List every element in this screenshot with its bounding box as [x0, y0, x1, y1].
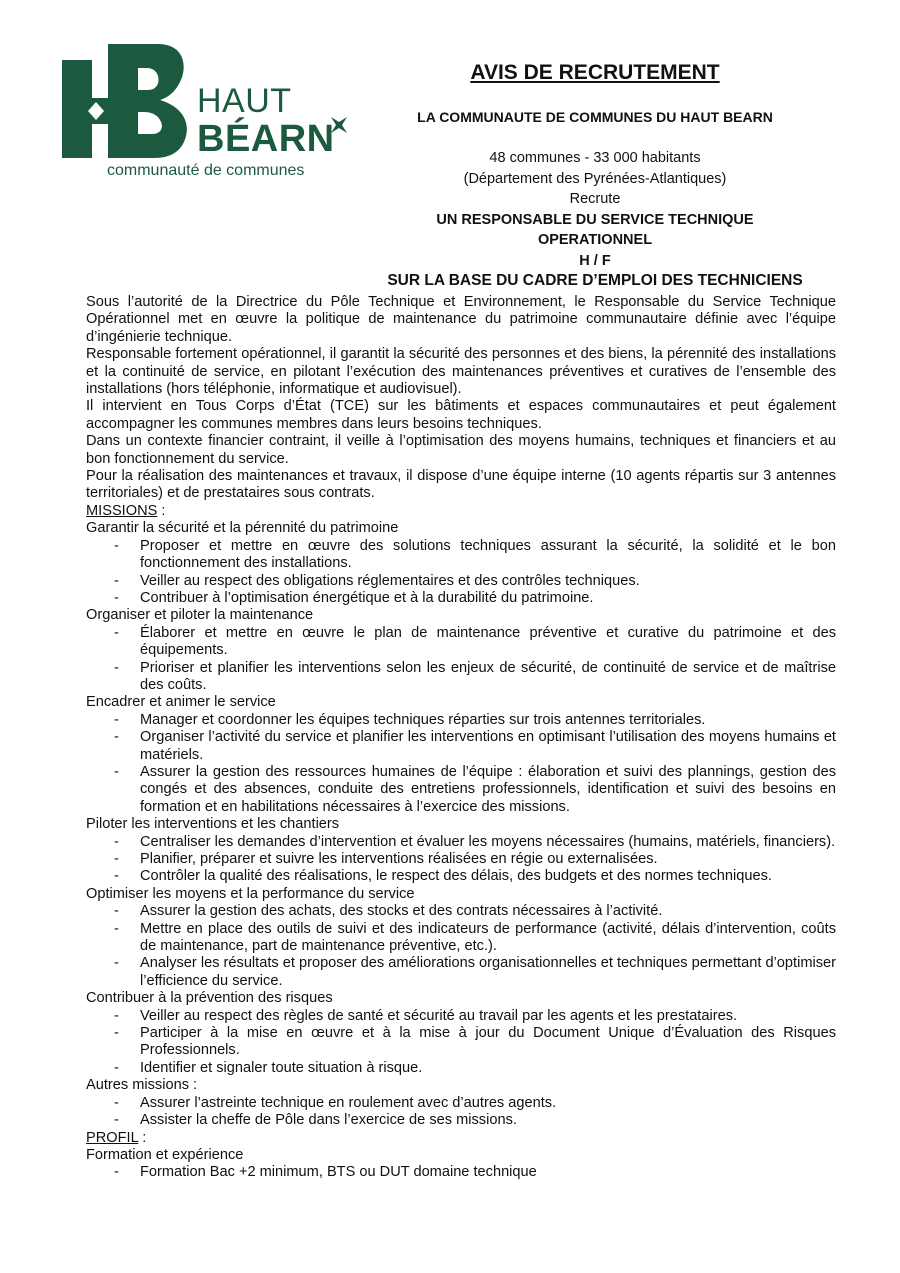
- list-item: - Mettre en place des outils de suivi et des indicateurs de performance (activité, délais d’intervention, coûts de maintenance, part de maintenance préventive, etc.).: [86, 921, 836, 956]
- intro-paragraph: Il intervient en Tous Corps d’État (TCE) sur les bâtiments et espaces communautaires et peut également accompagner les communes membres dans leurs besoins techniques.: [86, 398, 836, 432]
- profil-group-title: Formation et expérience: [86, 1146, 244, 1163]
- organization-logo: [62, 44, 362, 184]
- employment-basis: SUR LA BASE DU CADRE D’EMPLOI DES TECHNICIENS: [387, 272, 803, 289]
- list-item: - Assurer l’astreinte technique en roulement avec d’autres agents.: [86, 1095, 836, 1112]
- mission-list: [86, 834, 836, 886]
- list-item: - Contrôler la qualité des réalisations, le respect des délais, des budgets et des normes techniques.: [86, 868, 836, 885]
- mission-list: [86, 625, 836, 695]
- position-title: UN RESPONSABLE DU SERVICE TECHNIQUE OPERATIONNEL: [436, 211, 754, 248]
- profil-label: PROFIL: [86, 1129, 139, 1146]
- list-item: - Assurer la gestion des achats, des stocks et des contrats nécessaires à l’activité.: [86, 903, 836, 920]
- document-header: [380, 58, 810, 292]
- missions-label: MISSIONS: [86, 502, 158, 519]
- list-item: - Organiser l’activité du service et planifier les interventions en optimisant l’utilisation des moyens humains et matériels.: [86, 729, 836, 764]
- list-item: - Formation Bac +2 minimum, BTS ou DUT domaine technique: [86, 1164, 836, 1181]
- logo-subtitle: communauté de communes: [107, 162, 305, 179]
- profil-list: [86, 1164, 836, 1181]
- mission-list: [86, 903, 836, 990]
- list-item: - Identifier et signaler toute situation à risque.: [86, 1060, 836, 1077]
- mission-group-title: Garantir la sécurité et la pérennité du patrimoine: [86, 520, 399, 537]
- page-title: AVIS DE RECRUTEMENT: [470, 61, 720, 84]
- haut-bearn-logo-mark: [62, 44, 192, 162]
- mission-group-title: Encadrer et animer le service: [86, 694, 276, 711]
- document-body: [86, 294, 836, 1182]
- list-item: - Veiller au respect des obligations réglementaires et des contrôles techniques.: [86, 573, 836, 590]
- list-item: - Participer à la mise en œuvre et à la mise à jour du Document Unique d’Évaluation des Risques Professionnels.: [86, 1025, 836, 1060]
- organization-name: LA COMMUNAUTE DE COMMUNES DU HAUT BEARN: [417, 109, 773, 125]
- mission-list: [86, 538, 836, 608]
- intro-paragraph: Dans un contexte financier contraint, il veille à l’optimisation des moyens humains, techniques et financiers et au bon fonctionnement du service.: [86, 433, 836, 467]
- list-item: - Veiller au respect des règles de santé et sécurité au travail par les agents et les prestataires.: [86, 1008, 836, 1025]
- list-item: - Proposer et mettre en œuvre des solutions techniques assurant la sécurité, la solidité et le bon fonctionnement des installations.: [86, 538, 836, 573]
- list-item: - Manager et coordonner les équipes techniques réparties sur trois antennes territoriales.: [86, 712, 836, 729]
- mission-group-title: Organiser et piloter la maintenance: [86, 607, 314, 624]
- list-item: - Assurer la gestion des ressources humaines de l’équipe : élaboration et suivi des plannings, gestion des congés et des absences, conduite des entretiens professionnels, identification et suivi des besoins en formation et en habilitations nécessaires à l’exercice des missions.: [86, 764, 836, 816]
- recruits-line: Recrute: [569, 191, 621, 207]
- header-details: [380, 148, 810, 292]
- department-line: (Département des Pyrénées-Atlantiques): [463, 170, 727, 187]
- list-item: - Prioriser et planifier les interventions selon les enjeux de sécurité, de continuité de service et de maîtrise des coûts.: [86, 660, 836, 695]
- list-item: - Élaborer et mettre en œuvre le plan de maintenance préventive et curative du patrimoine et des équipements.: [86, 625, 836, 660]
- list-item: - Contribuer à l’optimisation énergétique et à la durabilité du patrimoine.: [86, 590, 836, 607]
- intro-paragraph: Sous l’autorité de la Directrice du Pôle Technique et Environnement, le Responsable du Service Technique Opérationnel met en œuvre la politique de maintenance du patrimoine communautaire définie avec l’équipe d’ingénierie technique.: [86, 294, 836, 345]
- population-stats: 48 communes - 33 000 habitants: [489, 150, 701, 166]
- mission-group-title: Optimiser les moyens et la performance du service: [86, 885, 415, 902]
- mission-group-title: Autres missions :: [86, 1077, 198, 1094]
- list-item: - Assister la cheffe de Pôle dans l’exercice de ses missions.: [86, 1112, 836, 1129]
- intro-paragraph: Pour la réalisation des maintenances et travaux, il dispose d’une équipe interne (10 agents répartis sur 3 antennes territoriales) et de prestataires sous contrats.: [86, 468, 836, 502]
- list-item: - Centraliser les demandes d’intervention et évaluer les moyens nécessaires (humains, matériels, financiers).: [86, 834, 836, 851]
- logo-cross-icon: [328, 114, 350, 136]
- profil-suffix: :: [138, 1129, 147, 1146]
- mission-list: [86, 1095, 836, 1130]
- logo-text-bearn: BÉARN: [197, 118, 335, 160]
- intro-paragraph: Responsable fortement opérationnel, il garantit la sécurité des personnes et des biens, la pérennité des installations et la continuité de service, en pilotant l’exécution des maintenances préventives et curatives de l’ensemble des installations (hors téléphonie, informatique et audiovisuel).: [86, 346, 836, 398]
- profil-heading: [86, 1130, 836, 1147]
- mission-group-title: Contribuer à la prévention des risques: [86, 990, 333, 1007]
- mission-list: [86, 1008, 836, 1078]
- list-item: - Planifier, préparer et suivre les interventions réalisées en régie ou externalisées.: [86, 851, 836, 868]
- mission-group-title: Piloter les interventions et les chantiers: [86, 816, 340, 833]
- list-item: - Analyser les résultats et proposer des améliorations organisationnelles et techniques permettant d’optimiser l’efficience du service.: [86, 955, 836, 990]
- missions-suffix: :: [157, 502, 166, 519]
- logo-text-haut: HAUT: [197, 82, 292, 120]
- gender-line: H / F: [579, 252, 611, 269]
- missions-heading: [86, 503, 836, 520]
- mission-list: [86, 712, 836, 816]
